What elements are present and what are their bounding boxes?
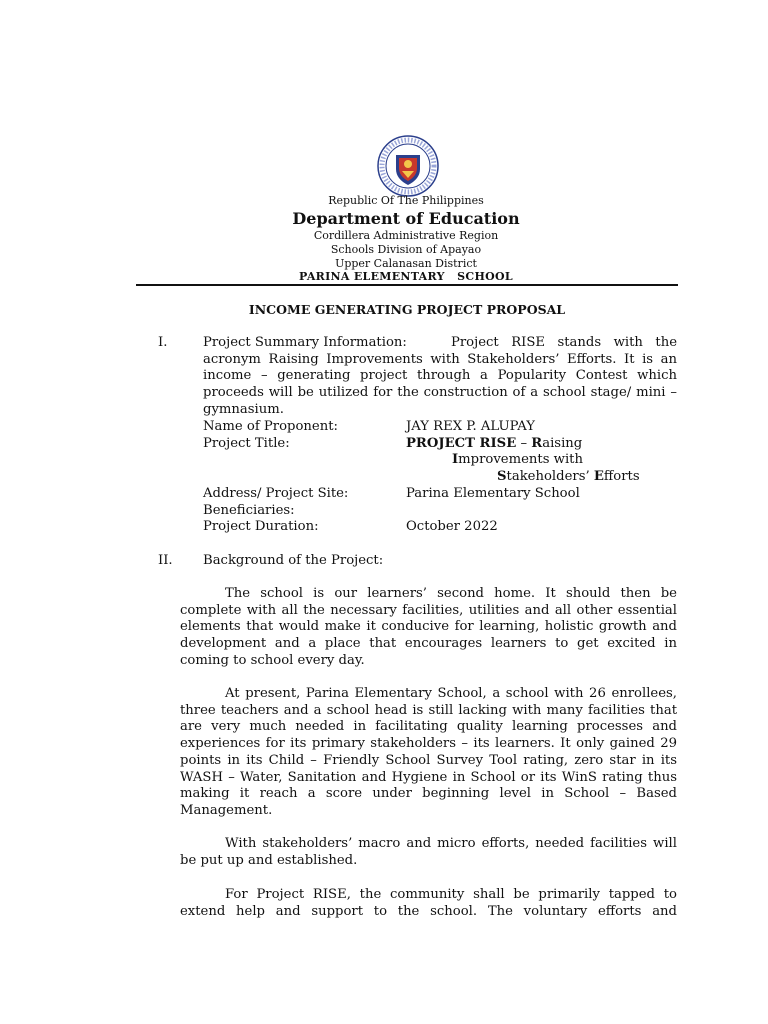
background-paragraph-4: For Project RISE, the community shall be primarily tapped to extend help and support to the school. The voluntary efforts and — [180, 887, 677, 919]
acronym-s-rest: takeholders’ — [506, 469, 594, 484]
background-paragraph-2: At present, Parina Elementary School, a school with 26 enrollees, three teachers and a school head is still lacking with many facilities that are very much needed in facilitating quality learning processes and experiences for its primary stakeholders – its learners. It only gained 29 points in its Child – Friendly School Survey Tool rating, zero star in its WASH – Water, Sanitation and Hygiene in School or its WinS rating thus making it reach a score under beginning level in School – Based Management. — [180, 686, 677, 818]
proponent-label: Name of Proponent: — [203, 419, 338, 434]
background-paragraph-1: The school is our learners’ second home. It should then be complete with all the necessary facilities, utilities and all other essential elements that would make it conducive for learning, holistic growth and development and a place that encourages learners to get excited in coming to school every day. — [180, 586, 677, 668]
acronym-e-rest: fforts — [603, 469, 640, 484]
acronym-s: S — [497, 469, 507, 484]
acronym-r: R — [531, 436, 543, 451]
header-divider — [136, 284, 678, 286]
duration-label: Project Duration: — [203, 519, 319, 534]
section-1-numeral: I. — [158, 335, 168, 350]
school-name: PARINA ELEMENTARY SCHOOL — [299, 270, 513, 283]
acronym-e: E — [593, 469, 604, 484]
acronym-r-rest: aising — [542, 436, 583, 451]
project-title-line-3 — [497, 469, 640, 486]
background-paragraph-3: With stakeholders’ macro and micro efforts, needed facilities will be put up and established. — [180, 836, 677, 868]
division-line: Schools Division of Apayao — [330, 243, 482, 256]
project-title-line-1 — [406, 436, 582, 453]
section-2-numeral: II. — [158, 553, 173, 568]
site-label: Address/ Project Site: — [203, 486, 349, 501]
document-title: INCOME GENERATING PROJECT PROPOSAL — [248, 302, 566, 317]
acronym-i-rest: mprovements with — [458, 452, 583, 467]
project-title-dash: – — [516, 436, 532, 451]
section-1-heading: Project Summary Information: — [203, 335, 407, 350]
deped-seal-icon — [377, 135, 439, 197]
project-title-label: Project Title: — [203, 436, 290, 451]
region-line: Cordillera Administrative Region — [313, 229, 499, 242]
district-line: Upper Calanasan District — [335, 257, 477, 270]
site-value: Parina Elementary School — [406, 486, 580, 501]
department-name: Department of Education — [292, 209, 520, 228]
section-2-heading: Background of the Project: — [203, 553, 384, 568]
duration-value: October 2022 — [406, 519, 498, 534]
beneficiaries-label: Beneficiaries: — [203, 503, 295, 518]
project-title-name: PROJECT RISE — [406, 436, 517, 451]
section-1-summary: Project RISE stands with the acronym Raising Improvements with Stakeholders’ Efforts. It is an income – generating project through a Popularity Contest which proceeds will be utilized for the construction of a school stage/ mini – gymnasium. — [203, 335, 677, 417]
proponent-value: JAY REX P. ALUPAY — [406, 419, 535, 434]
acronym-i: I — [452, 452, 459, 467]
project-title-line-2 — [452, 452, 583, 469]
republic-line: Republic Of The Philippines — [328, 194, 484, 207]
